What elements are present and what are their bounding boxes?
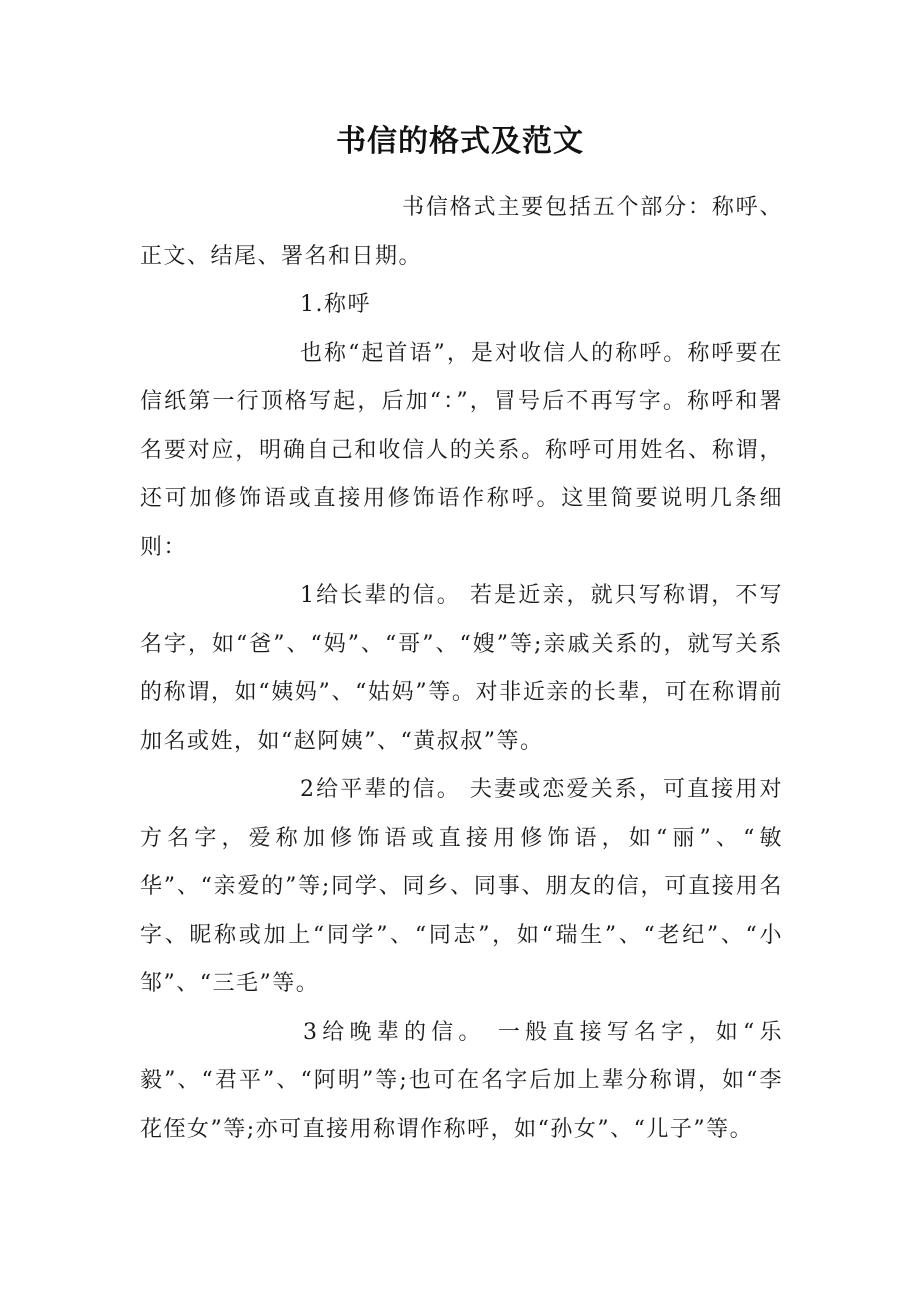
- peers-letter-paragraph: 2给平辈的信。 夫妻或恋爱关系，可直接用对方名字，爱称加修饰语或直接用修饰语，如“丽”、“敏华”、“亲爱的”等;同学、同乡、同事、朋友的信，可直接用名字、昵称或加上“同学”、“同志”，如“瑞生”、“老纪”、“小邹”、“三毛”等。: [140, 777, 783, 996]
- section-heading-salutation: 1.称呼: [300, 292, 371, 317]
- intro-paragraph: 书信格式主要包括五个部分：称呼、正文、结尾、署名和日期。: [140, 195, 783, 269]
- document-body: [140, 184, 783, 1154]
- document-title: 书信的格式及范文: [336, 124, 584, 159]
- elders-letter-paragraph: 1给长辈的信。 若是近亲，就只写称谓，不写名字，如“爸”、“妈”、“哥”、“嫂”等;亲戚关系的，就写关系的称谓，如“姨妈”、“姑妈”等。对非近亲的长辈，可在称谓前加名或姓，如“赵阿姨”、“黄叔叔”等。: [140, 583, 783, 754]
- juniors-letter-paragraph: 3给晚辈的信。 一般直接写名字，如“乐毅”、“君平”、“阿明”等;也可在名字后加上辈分称谓，如“李花侄女”等;亦可直接用称谓作称呼，如“孙女”、“儿子”等。: [140, 1019, 783, 1142]
- salutation-paragraph: 也称“起首语”，是对收信人的称呼。称呼要在信纸第一行顶格写起，后加“：”，冒号后不再写字。称呼和署名要对应，明确自己和收信人的关系。称呼可用姓名、称谓，还可加修饰语或直接用修饰语作称呼。这里简要说明几条细则：: [140, 340, 783, 560]
